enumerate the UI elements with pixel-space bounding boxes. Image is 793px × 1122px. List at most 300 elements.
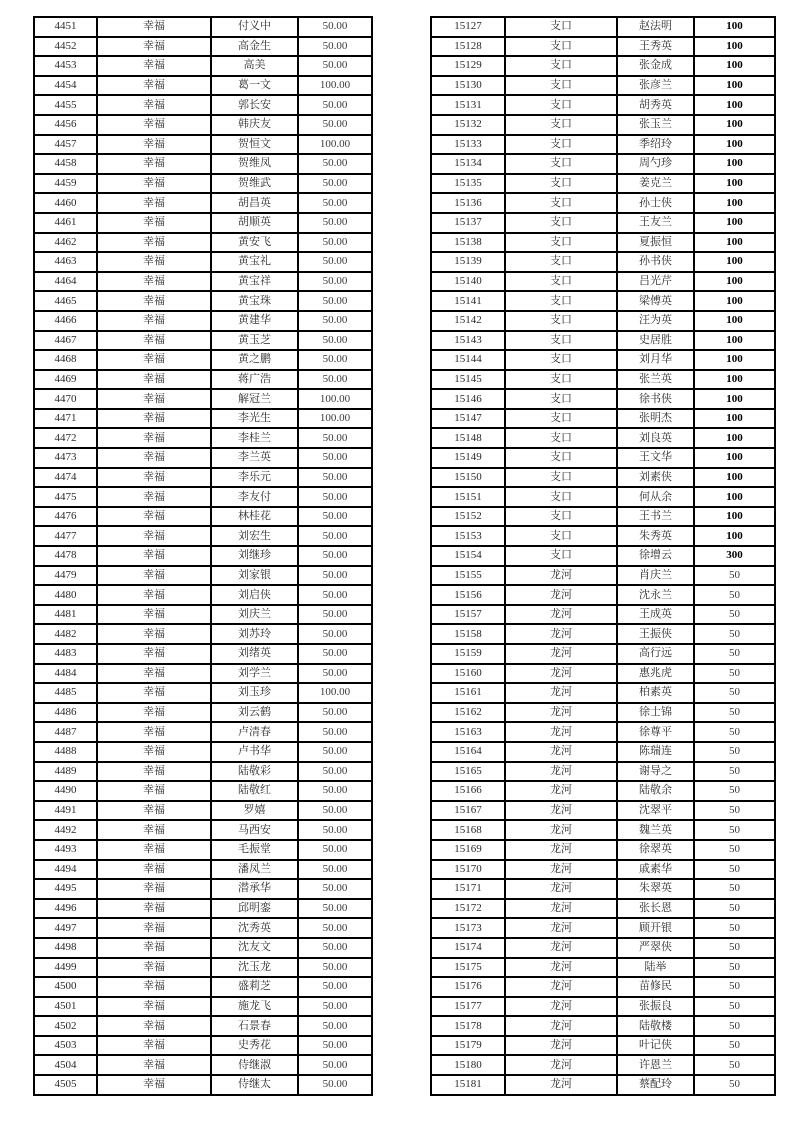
table-row [34,507,372,527]
cell-id: 4488 [34,742,97,762]
cell-person-name: 刘绪英 [211,644,298,664]
cell-amount: 100 [694,213,775,233]
cell-person-name: 魏兰英 [617,820,694,840]
cell-amount: 50.00 [298,291,372,311]
cell-village: 支口 [505,389,617,409]
table-row [431,683,775,703]
cell-amount: 100 [694,272,775,292]
cell-id: 4505 [34,1075,97,1095]
cell-village: 幸福 [97,722,211,742]
cell-id: 15129 [431,56,505,76]
table-row [431,17,775,37]
cell-person-name: 蔡配玲 [617,1075,694,1095]
cell-amount: 100 [694,428,775,448]
cell-id: 15149 [431,448,505,468]
cell-amount: 50.00 [298,801,372,821]
cell-person-name: 黄之鹏 [211,350,298,370]
cell-village: 幸福 [97,76,211,96]
cell-id: 15159 [431,644,505,664]
cell-amount: 50.00 [298,958,372,978]
cell-village: 龙河 [505,938,617,958]
cell-person-name: 陆举 [617,958,694,978]
cell-person-name: 刘庆兰 [211,605,298,625]
cell-person-name: 黄玉芝 [211,331,298,351]
cell-amount: 50.00 [298,899,372,919]
cell-person-name: 沈玉龙 [211,958,298,978]
cell-person-name: 张彦兰 [617,76,694,96]
cell-person-name: 何从余 [617,487,694,507]
cell-id: 4456 [34,115,97,135]
table-row [34,1016,372,1036]
cell-person-name: 高行远 [617,644,694,664]
cell-person-name: 付义中 [211,17,298,37]
cell-village: 龙河 [505,762,617,782]
cell-person-name: 潜承华 [211,879,298,899]
cell-village: 支口 [505,17,617,37]
cell-id: 15130 [431,76,505,96]
cell-amount: 50 [694,703,775,723]
table-row [431,703,775,723]
cell-id: 4471 [34,409,97,429]
cell-amount: 100.00 [298,409,372,429]
cell-person-name: 刘学兰 [211,664,298,684]
cell-person-name: 刘玉珍 [211,683,298,703]
cell-amount: 50.00 [298,507,372,527]
table-row [34,781,372,801]
cell-amount: 100 [694,311,775,331]
table-row [431,879,775,899]
table-row [431,350,775,370]
cell-id: 4451 [34,17,97,37]
cell-person-name: 孙书侠 [617,252,694,272]
cell-person-name: 高美 [211,56,298,76]
cell-amount: 50.00 [298,448,372,468]
table-row [431,644,775,664]
cell-amount: 50.00 [298,546,372,566]
cell-village: 幸福 [97,193,211,213]
table-row [34,428,372,448]
table-row [431,95,775,115]
cell-amount: 50.00 [298,193,372,213]
cell-village: 龙河 [505,624,617,644]
table-row [34,879,372,899]
cell-village: 龙河 [505,997,617,1017]
cell-id: 15135 [431,174,505,194]
cell-village: 幸福 [97,860,211,880]
cell-id: 15151 [431,487,505,507]
table-row [431,801,775,821]
table-row [431,213,775,233]
cell-amount: 50.00 [298,468,372,488]
cell-village: 幸福 [97,37,211,57]
cell-village: 幸福 [97,311,211,331]
cell-id: 4479 [34,566,97,586]
cell-amount: 50.00 [298,742,372,762]
cell-amount: 50.00 [298,722,372,742]
cell-id: 15134 [431,154,505,174]
table-row [34,840,372,860]
cell-id: 15174 [431,938,505,958]
cell-village: 幸福 [97,585,211,605]
cell-village: 支口 [505,526,617,546]
cell-amount: 50 [694,566,775,586]
cell-amount: 50 [694,781,775,801]
cell-id: 15145 [431,370,505,390]
table-row [431,585,775,605]
table-row [34,722,372,742]
table-row [431,115,775,135]
table-row [431,918,775,938]
cell-id: 4494 [34,860,97,880]
cell-amount: 50.00 [298,17,372,37]
cell-id: 15140 [431,272,505,292]
cell-amount: 100 [694,370,775,390]
cell-id: 4485 [34,683,97,703]
table-row [34,135,372,155]
cell-id: 4504 [34,1055,97,1075]
table-row [34,311,372,331]
cell-village: 支口 [505,370,617,390]
cell-village: 幸福 [97,997,211,1017]
cell-person-name: 黄建华 [211,311,298,331]
cell-id: 4491 [34,801,97,821]
cell-id: 15178 [431,1016,505,1036]
roster-table-left-body [34,17,372,1095]
cell-amount: 100 [694,409,775,429]
cell-village: 支口 [505,507,617,527]
cell-village: 幸福 [97,1036,211,1056]
table-row [34,448,372,468]
table-row [431,938,775,958]
cell-amount: 50.00 [298,1016,372,1036]
cell-amount: 50 [694,801,775,821]
table-row [34,95,372,115]
cell-amount: 50.00 [298,781,372,801]
cell-amount: 50.00 [298,350,372,370]
cell-village: 支口 [505,272,617,292]
cell-person-name: 沈秀英 [211,918,298,938]
table-row [431,899,775,919]
table-row [431,56,775,76]
cell-amount: 100 [694,154,775,174]
cell-amount: 50.00 [298,605,372,625]
cell-id: 4477 [34,526,97,546]
table-row [431,291,775,311]
cell-id: 15155 [431,566,505,586]
cell-village: 龙河 [505,1016,617,1036]
cell-person-name: 王书兰 [617,507,694,527]
cell-amount: 50.00 [298,977,372,997]
cell-amount: 50 [694,977,775,997]
cell-amount: 100.00 [298,76,372,96]
cell-amount: 100.00 [298,389,372,409]
cell-id: 15128 [431,37,505,57]
cell-id: 4489 [34,762,97,782]
cell-village: 支口 [505,213,617,233]
cell-id: 15168 [431,820,505,840]
cell-village: 龙河 [505,860,617,880]
cell-amount: 50.00 [298,624,372,644]
cell-village: 支口 [505,487,617,507]
cell-person-name: 张明杰 [617,409,694,429]
table-row [34,1075,372,1095]
table-row [431,272,775,292]
cell-id: 15167 [431,801,505,821]
cell-village: 幸福 [97,252,211,272]
cell-id: 4481 [34,605,97,625]
cell-person-name: 侍继淑 [211,1055,298,1075]
cell-id: 4469 [34,370,97,390]
cell-person-name: 刘云鹤 [211,703,298,723]
cell-village: 龙河 [505,683,617,703]
cell-id: 15161 [431,683,505,703]
cell-amount: 50.00 [298,174,372,194]
cell-id: 4499 [34,958,97,978]
table-row [431,37,775,57]
cell-amount: 50 [694,879,775,899]
cell-amount: 100 [694,331,775,351]
cell-village: 龙河 [505,840,617,860]
cell-village: 龙河 [505,722,617,742]
cell-person-name: 汪为英 [617,311,694,331]
cell-person-name: 孙士侠 [617,193,694,213]
table-row [431,958,775,978]
cell-amount: 50.00 [298,1075,372,1095]
cell-person-name: 刘月华 [617,350,694,370]
table-row [34,272,372,292]
roster-table-right [430,16,776,1096]
cell-person-name: 黄宝礼 [211,252,298,272]
cell-amount: 50.00 [298,1036,372,1056]
cell-village: 幸福 [97,95,211,115]
cell-person-name: 王秀英 [617,37,694,57]
cell-id: 4497 [34,918,97,938]
cell-village: 幸福 [97,17,211,37]
cell-village: 支口 [505,135,617,155]
cell-id: 15165 [431,762,505,782]
cell-person-name: 毛振堂 [211,840,298,860]
cell-id: 4492 [34,820,97,840]
cell-id: 4466 [34,311,97,331]
cell-person-name: 陆敬红 [211,781,298,801]
cell-person-name: 刘启侠 [211,585,298,605]
cell-person-name: 张振良 [617,997,694,1017]
cell-person-name: 卢书华 [211,742,298,762]
cell-id: 4460 [34,193,97,213]
cell-village: 幸福 [97,154,211,174]
cell-village: 幸福 [97,233,211,253]
table-row [431,389,775,409]
cell-amount: 100 [694,76,775,96]
cell-id: 4458 [34,154,97,174]
cell-id: 4473 [34,448,97,468]
cell-village: 幸福 [97,605,211,625]
cell-village: 幸福 [97,546,211,566]
table-row [34,389,372,409]
cell-amount: 100.00 [298,683,372,703]
table-row [34,37,372,57]
cell-person-name: 王振侠 [617,624,694,644]
table-row [34,624,372,644]
cell-amount: 100.00 [298,135,372,155]
table-row [34,56,372,76]
cell-person-name: 柏素英 [617,683,694,703]
cell-amount: 100 [694,350,775,370]
table-row [431,781,775,801]
table-row [431,860,775,880]
table-row [431,448,775,468]
cell-person-name: 侍继太 [211,1075,298,1095]
table-row [34,958,372,978]
cell-village: 支口 [505,252,617,272]
cell-id: 4486 [34,703,97,723]
cell-person-name: 刘宏生 [211,526,298,546]
cell-id: 15162 [431,703,505,723]
cell-person-name: 张玉兰 [617,115,694,135]
cell-id: 15142 [431,311,505,331]
cell-amount: 50.00 [298,566,372,586]
cell-amount: 100 [694,487,775,507]
table-row [431,664,775,684]
cell-amount: 50.00 [298,370,372,390]
table-row [34,331,372,351]
cell-village: 支口 [505,76,617,96]
table-row [34,585,372,605]
cell-village: 幸福 [97,507,211,527]
cell-village: 龙河 [505,644,617,664]
cell-amount: 50.00 [298,879,372,899]
cell-id: 15152 [431,507,505,527]
cell-person-name: 周勺珍 [617,154,694,174]
table-row [431,428,775,448]
cell-id: 4502 [34,1016,97,1036]
cell-person-name: 解冠兰 [211,389,298,409]
cell-amount: 50 [694,585,775,605]
table-row [431,193,775,213]
cell-id: 15137 [431,213,505,233]
cell-amount: 100 [694,468,775,488]
cell-amount: 50 [694,1055,775,1075]
cell-amount: 50.00 [298,37,372,57]
table-row [34,350,372,370]
cell-id: 15148 [431,428,505,448]
cell-id: 15139 [431,252,505,272]
cell-id: 15171 [431,879,505,899]
table-row [431,154,775,174]
cell-amount: 50 [694,762,775,782]
cell-person-name: 胡昌英 [211,193,298,213]
cell-id: 4483 [34,644,97,664]
cell-village: 幸福 [97,683,211,703]
table-row [34,683,372,703]
cell-id: 15172 [431,899,505,919]
cell-amount: 50 [694,1075,775,1095]
table-row [431,487,775,507]
cell-amount: 50.00 [298,703,372,723]
table-row [34,233,372,253]
cell-id: 15164 [431,742,505,762]
cell-amount: 50 [694,742,775,762]
cell-id: 4501 [34,997,97,1017]
cell-person-name: 邱明銮 [211,899,298,919]
cell-village: 幸福 [97,370,211,390]
cell-village: 龙河 [505,1075,617,1095]
cell-village: 龙河 [505,899,617,919]
cell-village: 龙河 [505,918,617,938]
cell-id: 15163 [431,722,505,742]
cell-person-name: 朱翠英 [617,879,694,899]
cell-id: 4482 [34,624,97,644]
cell-village: 龙河 [505,703,617,723]
cell-village: 幸福 [97,938,211,958]
table-row [431,997,775,1017]
cell-person-name: 陆敬楼 [617,1016,694,1036]
cell-person-name: 刘良英 [617,428,694,448]
table-row [34,899,372,919]
cell-village: 幸福 [97,918,211,938]
cell-id: 15153 [431,526,505,546]
cell-id: 4455 [34,95,97,115]
cell-village: 支口 [505,546,617,566]
cell-id: 4484 [34,664,97,684]
cell-amount: 100 [694,56,775,76]
cell-village: 幸福 [97,409,211,429]
cell-village: 支口 [505,331,617,351]
table-row [431,742,775,762]
cell-id: 4478 [34,546,97,566]
cell-village: 幸福 [97,781,211,801]
cell-person-name: 沈永兰 [617,585,694,605]
cell-person-name: 李光生 [211,409,298,429]
cell-village: 龙河 [505,664,617,684]
cell-village: 支口 [505,56,617,76]
table-row [431,820,775,840]
cell-village: 龙河 [505,977,617,997]
cell-village: 幸福 [97,1016,211,1036]
cell-village: 龙河 [505,566,617,586]
cell-village: 支口 [505,154,617,174]
table-row [431,526,775,546]
table-row [431,409,775,429]
cell-amount: 100 [694,389,775,409]
cell-amount: 50 [694,624,775,644]
cell-id: 4453 [34,56,97,76]
cell-id: 4461 [34,213,97,233]
cell-amount: 50.00 [298,95,372,115]
cell-village: 支口 [505,115,617,135]
table-row [431,1016,775,1036]
cell-person-name: 贺恒文 [211,135,298,155]
cell-village: 幸福 [97,742,211,762]
cell-person-name: 罗嬉 [211,801,298,821]
cell-village: 龙河 [505,781,617,801]
table-row [34,938,372,958]
cell-person-name: 石景春 [211,1016,298,1036]
cell-amount: 100 [694,233,775,253]
cell-village: 幸福 [97,468,211,488]
table-row [34,193,372,213]
cell-village: 幸福 [97,762,211,782]
cell-id: 15160 [431,664,505,684]
cell-person-name: 梁傅英 [617,291,694,311]
cell-village: 龙河 [505,958,617,978]
cell-id: 4459 [34,174,97,194]
table-row [34,566,372,586]
cell-id: 4475 [34,487,97,507]
cell-amount: 100 [694,193,775,213]
cell-person-name: 赵法明 [617,17,694,37]
cell-person-name: 王成英 [617,605,694,625]
